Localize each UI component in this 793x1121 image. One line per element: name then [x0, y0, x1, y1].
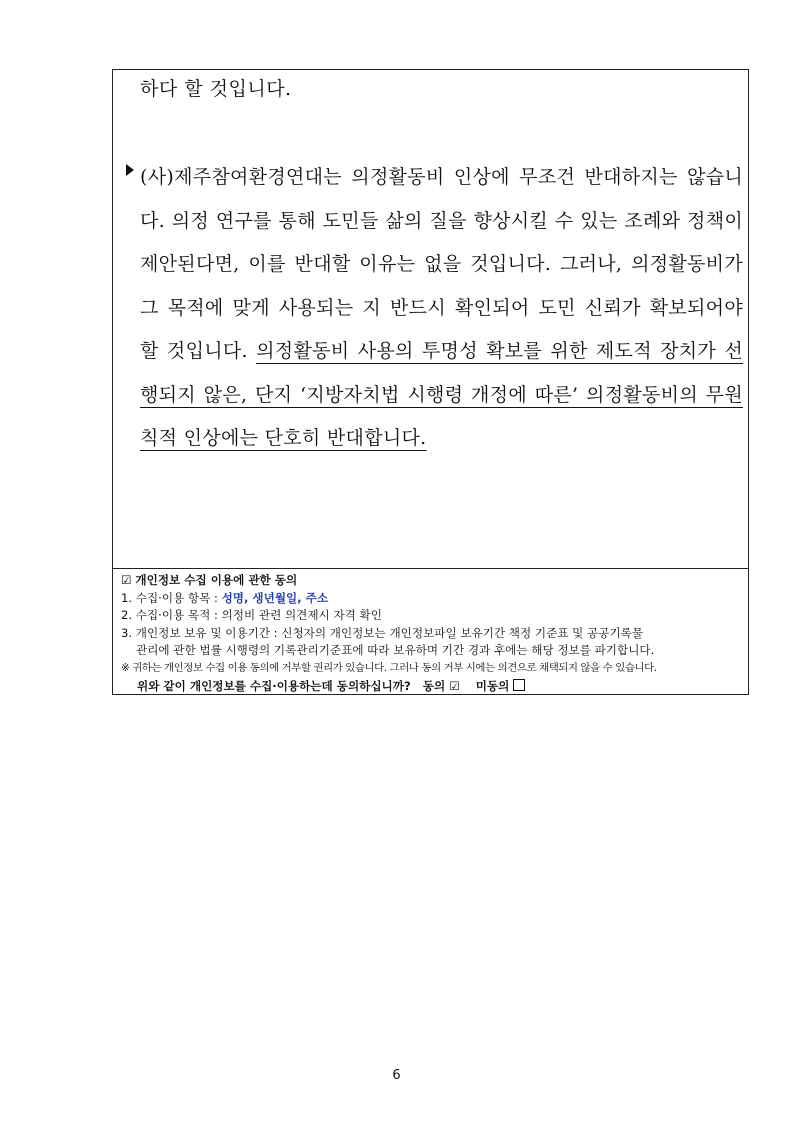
page-number: 6: [392, 1068, 401, 1083]
opinion-form-frame: [112, 69, 749, 695]
opinion-section: [113, 70, 748, 569]
opinion-bullet: [123, 156, 743, 461]
intro-line: 하다 할 것입니다.: [140, 78, 292, 100]
opinion-paragraph-underlined: 의정활동비 사용의 투명성 확보를 위한 제도적 장치가 선행되지 않은, 단지 ‘지방자치법 시행령 개정에 따른’ 의정활동비의 무원칙적 인상에는 단호히 반대합니다.: [140, 340, 744, 449]
consent-item-2: 2. 수집·이용 목적 : 의정비 관련 의견제시 자격 확인: [121, 608, 382, 623]
opinion-paragraph-plain: (사)제주참여환경연대는 의정활동비 인상에 무조건 반대하지는 않습니다. 의정 연구를 통해 도민들 삶의 질을 향상시킬 수 있는 조례와 정책이 제안된다면, 이를 반대할 이유는 없을 것입니다. 그러나, 의정활동비가 그 목적에 맞게 사용되는 지 반드시 확인되어 도민 신뢰가 확보되어야 할 것입니다.: [140, 166, 743, 362]
consent-title: ☑ 개인정보 수집 이용에 관한 동의: [121, 573, 298, 587]
consent-item-1: [121, 590, 740, 608]
agree-checkbox[interactable]: 동의 ☑: [422, 678, 460, 693]
disagree-label: 미동의: [475, 678, 510, 693]
consent-item-1-label: 1. 수집·이용 항목 :: [121, 590, 222, 605]
disagree-checkbox[interactable]: [513, 679, 525, 691]
consent-notice: ※ 귀하는 개인정보 수집 이용 동의에 거부할 권리가 있습니다. 그러나 동의 거부 시에는 의견으로 채택되지 않을 수 있습니다.: [121, 661, 657, 674]
consent-item-3-line2: 관리에 관한 법률 시행령의 기록관리기준표에 따라 보유하며 기간 경과 후에는 해당 정보를 파기합니다.: [136, 643, 655, 658]
consent-item-3-line1: 3. 개인정보 보유 및 이용기간 : 신청자의 개인정보는 개인정보파일 보유기간 책정 기준표 및 공공기록물: [121, 625, 644, 640]
consent-question-row: [121, 678, 740, 696]
privacy-consent-section: [113, 569, 748, 695]
consent-item-1-value: 성명, 생년월일, 주소: [221, 590, 329, 605]
consent-question: 위와 같이 개인정보를 수집·이용하는데 동의하십니까?: [137, 678, 411, 693]
triangle-bullet-icon: [126, 164, 134, 176]
opinion-paragraph: [123, 156, 743, 461]
